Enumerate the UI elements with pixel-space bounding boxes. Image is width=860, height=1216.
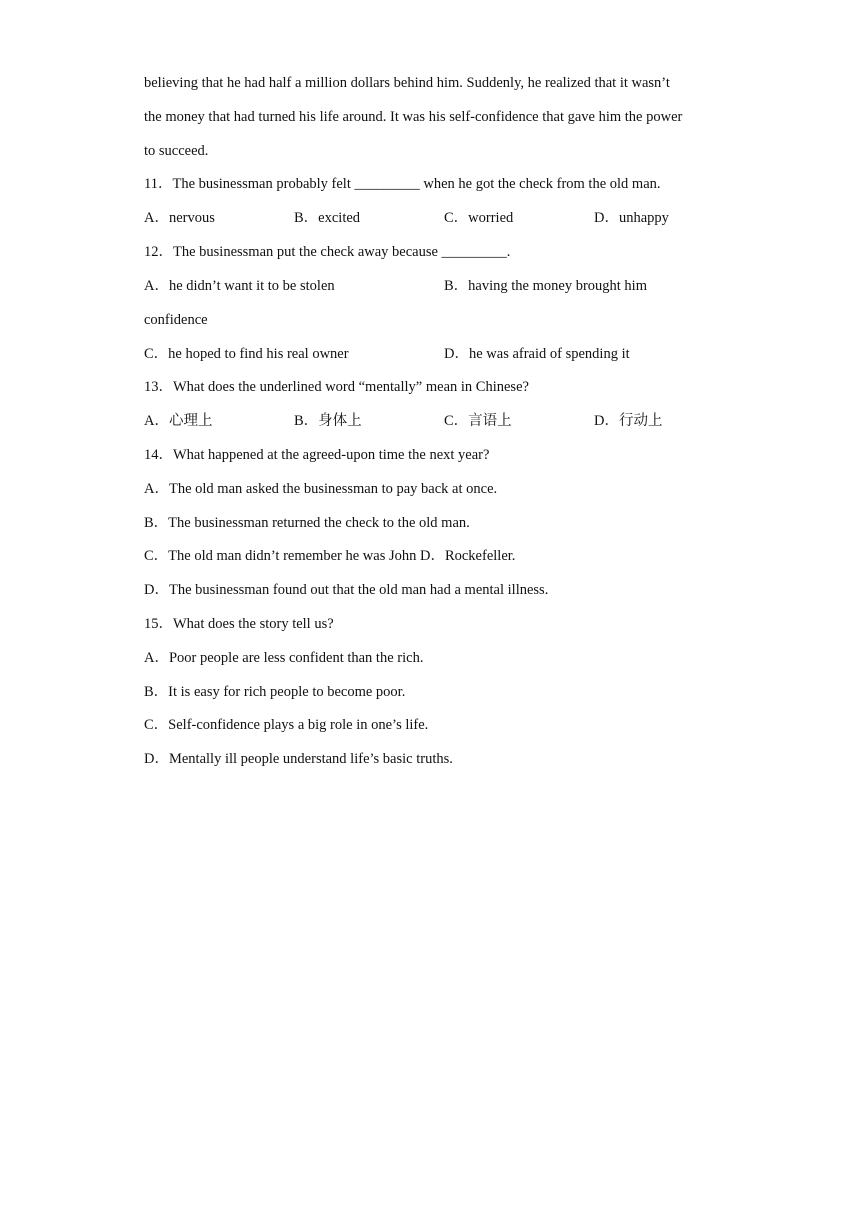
passage-line-1: believing that he had half a million dollars behind him. Suddenly, he realized that it wasn’t — [144, 75, 670, 91]
question-12-option-a: A．he didn’t want it to be stolen — [144, 278, 335, 294]
question-14-option-d: D．The businessman found out that the old man had a mental illness. — [144, 582, 549, 598]
question-12-stem: 12．The businessman put the check away because _________. — [144, 244, 511, 260]
question-15-option-c: C．Self-confidence plays a big role in one’s life. — [144, 717, 429, 733]
question-15-option-a: A．Poor people are less confident than the rich. — [144, 650, 424, 666]
question-13-option-c: C．言语上 — [444, 413, 512, 429]
question-11-option-d: D．unhappy — [594, 210, 669, 226]
question-14-option-a: A．The old man asked the businessman to pay back at once. — [144, 481, 498, 497]
question-14-stem: 14．What happened at the agreed-upon time the next year? — [144, 447, 490, 463]
question-14-option-c: C．The old man didn’t remember he was John D．Rockefeller. — [144, 548, 516, 564]
question-15-option-d: D．Mentally ill people understand life’s basic truths. — [144, 751, 453, 767]
question-13-option-a: A．心理上 — [144, 413, 213, 429]
question-13-stem: 13．What does the underlined word “mentally” mean in Chinese? — [144, 379, 529, 395]
question-11-option-b: B．excited — [294, 210, 361, 226]
question-15-option-b: B．It is easy for rich people to become poor. — [144, 684, 406, 700]
question-11-option-c: C．worried — [444, 210, 514, 226]
question-13-option-d: D．行动上 — [594, 413, 663, 429]
question-13-option-b: B．身体上 — [294, 413, 362, 429]
question-15-stem: 15．What does the story tell us? — [144, 616, 334, 632]
question-12-option-c: C．he hoped to find his real owner — [144, 346, 349, 362]
question-14-option-b: B．The businessman returned the check to the old man. — [144, 515, 470, 531]
passage-line-2: the money that had turned his life around. It was his self-confidence that gave him the power — [144, 109, 683, 125]
question-11-stem: 11．The businessman probably felt _________ when he got the check from the old man. — [144, 176, 661, 192]
passage-line-3: to succeed. — [144, 143, 209, 159]
question-11-option-a: A．nervous — [144, 210, 215, 226]
question-12-option-b-continued: confidence — [144, 312, 208, 328]
question-12-option-d: D．he was afraid of spending it — [444, 346, 630, 362]
question-12-option-b: B．having the money brought him — [444, 278, 647, 294]
